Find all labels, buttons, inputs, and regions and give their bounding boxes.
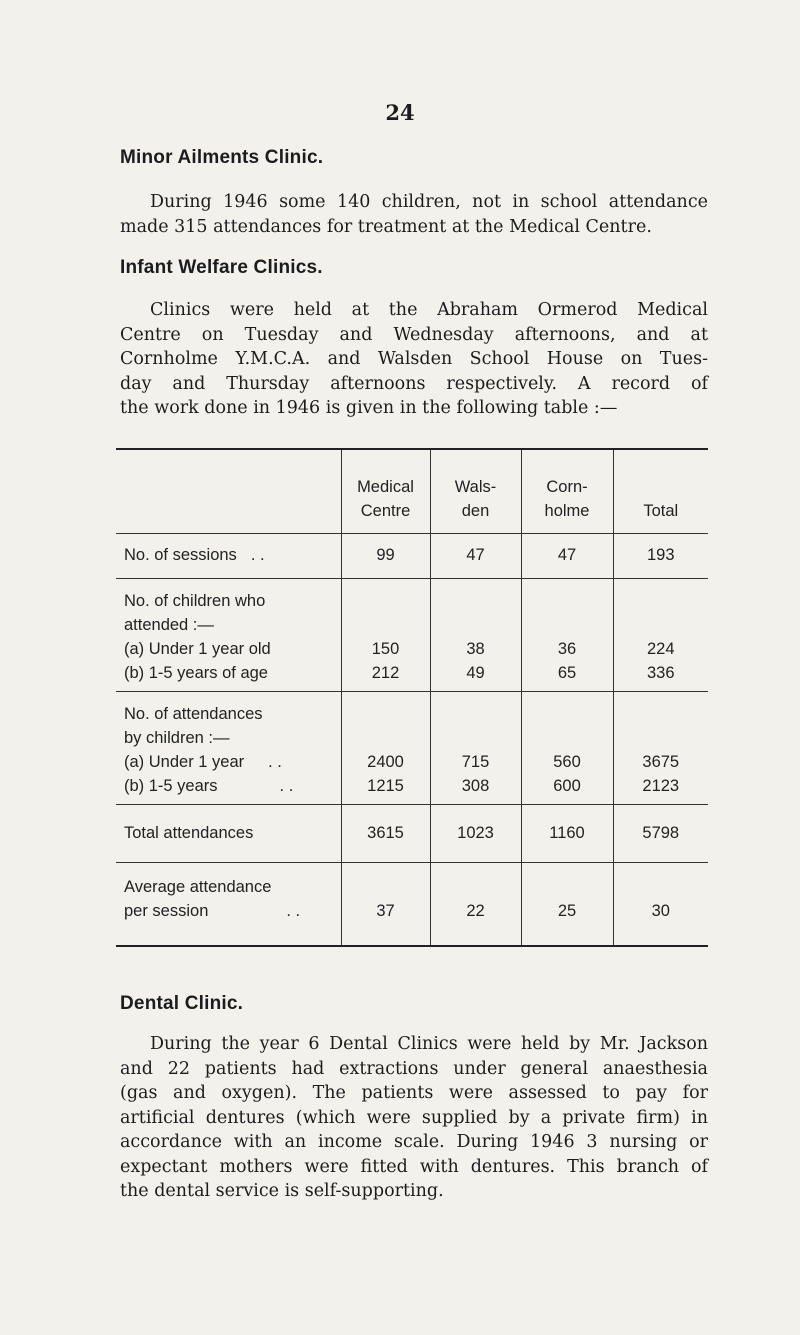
paragraph-line: Cornholme Y.M.C.A. and Walsden School House on Tues-: [120, 349, 708, 369]
row-label-attendances: No. of attendances by children :— (a) Under 1 year . . (b) 1-5 years . .: [116, 691, 341, 804]
dental-clinic-heading: Dental Clinic.: [120, 993, 244, 1014]
paragraph-line: Clinics were held at the Abraham Ormerod Medical: [150, 300, 708, 320]
table-cell: 1023: [430, 804, 521, 862]
row-label-children: No. of children who attended :— (a) Under 1 year old (b) 1-5 years of age: [116, 578, 341, 691]
dental-clinic-paragraph: [120, 1032, 708, 1204]
table-header-row: [116, 449, 708, 533]
table-row: [116, 533, 708, 578]
table-cell: 36 65: [521, 578, 613, 691]
table-cell: 3675 2123: [613, 691, 708, 804]
table-cell: 38 49: [430, 578, 521, 691]
table-cell: 715 308: [430, 691, 521, 804]
table-cell: 22: [430, 862, 521, 946]
table-cell: 1160: [521, 804, 613, 862]
table-row: [116, 691, 708, 804]
column-header-total: Total: [613, 449, 708, 533]
table-row: [116, 578, 708, 691]
paragraph-line: accordance with an income scale. During 1946 3 nursing or: [120, 1132, 708, 1152]
paragraph-line: made 315 attendances for treatment at the Medical Centre.: [120, 216, 652, 237]
table-row: [116, 804, 708, 862]
table-cell: 560 600: [521, 691, 613, 804]
paragraph-line: and 22 patients had extractions under general anaesthesia: [120, 1058, 708, 1079]
table-cell: 30: [613, 862, 708, 946]
paragraph-line: the work done in 1946 is given in the following table :—: [120, 398, 618, 418]
paragraph-line: expectant mothers were fitted with dentures. This branch of: [120, 1156, 708, 1177]
column-header-cornholme: Corn- holme: [521, 449, 613, 533]
paragraph-line: (gas and oxygen). The patients were assessed to pay for: [120, 1083, 708, 1103]
table-cell: 37: [341, 862, 430, 946]
table-cell: 2400 1215: [341, 691, 430, 804]
paragraph-line: Centre on Tuesday and Wednesday afternoons, and at: [120, 324, 708, 345]
page-number: 24: [385, 100, 415, 125]
minor-ailments-paragraph: [120, 190, 708, 239]
table-cell: 5798: [613, 804, 708, 862]
table-cell: 224 336: [613, 578, 708, 691]
row-label-total-attendances: Total attendances: [116, 804, 341, 862]
table-header-blank: [116, 449, 341, 533]
paragraph-line: day and Thursday afternoons respectively. A record of: [120, 373, 708, 394]
paragraph-line: During 1946 some 140 children, not in school attendance: [150, 192, 708, 212]
column-header-medical-centre: Medical Centre: [341, 449, 430, 533]
table-cell: 25: [521, 862, 613, 946]
table-cell: 47: [430, 533, 521, 578]
paragraph-line: artificial dentures (which were supplied by a private firm) in: [120, 1107, 708, 1128]
paragraph-line: During the year 6 Dental Clinics were held by Mr. Jackson: [150, 1034, 708, 1054]
table-cell: 193: [613, 533, 708, 578]
table-cell: 150 212: [341, 578, 430, 691]
table-row: [116, 862, 708, 946]
table-cell: 99: [341, 533, 430, 578]
row-label-sessions: No. of sessions . .: [124, 545, 265, 564]
infant-welfare-table: [116, 448, 708, 947]
table-cell: 3615: [341, 804, 430, 862]
column-header-walsden: Wals- den: [430, 449, 521, 533]
minor-ailments-heading: Minor Ailments Clinic.: [120, 147, 324, 168]
row-label-average-attendance: Average attendance per session . .: [116, 862, 341, 946]
paragraph-line: the dental service is self-supporting.: [120, 1181, 444, 1201]
infant-welfare-heading: Infant Welfare Clinics.: [120, 257, 323, 278]
table-cell: 47: [521, 533, 613, 578]
infant-welfare-paragraph: [120, 298, 708, 421]
